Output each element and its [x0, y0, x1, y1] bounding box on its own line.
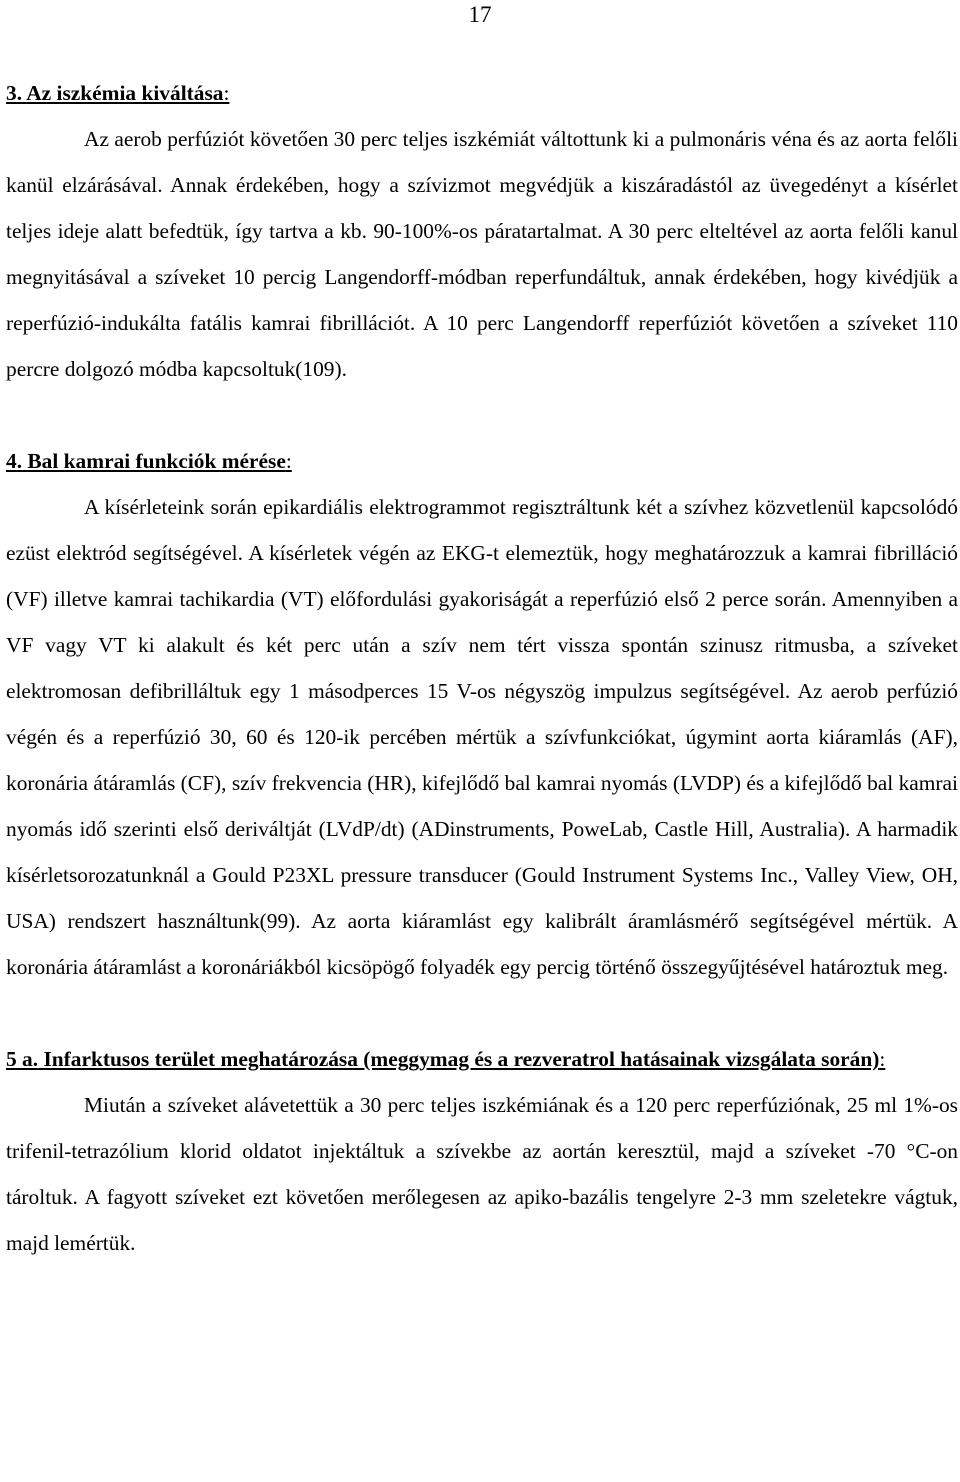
section-4-paragraph: A kísérleteink során epikardiális elektrogrammot regisztráltunk két a szívhez közvetlenül kapcsolódó ezüst elektród segítségével. A kísérletek végén az EKG-t elemeztük, hogy meghatározzuk a kamrai fibrilláció (VF) illetve kamrai tachikardia (VT) előfordulási gyakoriságát a reperfúzió első 2 perce során. Amennyiben a VF vagy VT ki alakult és két perc után a szív nem tért vissza spontán szinusz ritmusba, a szíveket elektromosan defibrilláltuk egy 1 másodperces 15 V-os négyszög impulzus segítségével. Az aerob perfúzió végén és a reperfúzió 30, 60 és 120-ik percében mértük a szívfunkciókat, úgymint aorta kiáramlás (AF), koronária átáramlás (CF), szív frekvencia (HR), kifejlődő bal kamrai nyomás (LVDP) és a kifejlődő bal kamrai nyomás idő szerinti első deriváltját (LVdP/dt) (ADinstruments, PoweLab, Castle Hill, Australia). A harmadik kísérletsorozatunknál a Gould P23XL pressure transducer (Gould Instrument Systems Inc., Valley View, OH, USA) rendszert használtunk(99). Az aorta kiáramlást egy kalibrált áramlásmérő segítségével mértük. A koronária átáramlást a koronáriákból kicsöpögő folyadék egy percig történő összegyűjtésével határoztuk meg. — [6, 495, 958, 979]
section-3-title: Az iszkémia kiváltása — [26, 81, 224, 105]
section-3-heading — [6, 70, 958, 116]
document-body — [6, 70, 958, 1266]
section-5a-heading — [6, 1036, 958, 1082]
section-5a-title: Infarktusos terület meghatározása (meggymag és a rezveratrol hatásainak vizsgálata során) — [43, 1047, 880, 1071]
section-spacer — [6, 392, 958, 438]
section-3-number: 3. — [6, 81, 23, 105]
page-number: 17 — [468, 2, 492, 27]
section-4-title: Bal kamrai funkciók mérése — [27, 449, 286, 473]
section-5a-paragraph: Miután a szíveket alávetettük a 30 perc teljes iszkémiának és a 120 perc reperfúziónak, 25 ml 1%-os trifenil-tetrazólium klorid oldatot injektáltuk a szívekbe az aortán keresztül, majd a szíveket -70 °C-on tároltuk. A fagyott szíveket ezt követően merőlegesen az apiko-bazális tengelyre 2-3 mm szeletekre vágtuk, majd lemértük. — [6, 1093, 958, 1255]
section-3-paragraph: Az aerob perfúziót követően 30 perc teljes iszkémiát váltottunk ki a pulmonáris véna és az aorta felőli kanül elzárásával. Annak érdekében, hogy a szívizmot megvédjük a kiszáradástól az üvegedényt a kísérlet teljes ideje alatt befedtük, így tartva a kb. 90-100%-os páratartalmat. A 30 perc elteltével az aorta felőli kanul megnyitásával a szíveket 10 percig Langendorff-módban reperfundáltuk, annak érdekében, hogy kivédjük a reperfúzió-indukálta fatális kamrai fibrillációt. A 10 perc Langendorff reperfúziót követően a szíveket 110 percre dolgozó módba kapcsoltuk(109). — [6, 127, 958, 381]
section-3-colon: : — [223, 81, 230, 105]
section-4-number: 4. — [6, 449, 23, 473]
section-4-colon: : — [285, 449, 292, 473]
section-5a-colon: : — [879, 1047, 886, 1071]
section-5a-number: 5 a. — [6, 1047, 39, 1071]
section-4-heading — [6, 438, 958, 484]
section-spacer — [6, 990, 958, 1036]
